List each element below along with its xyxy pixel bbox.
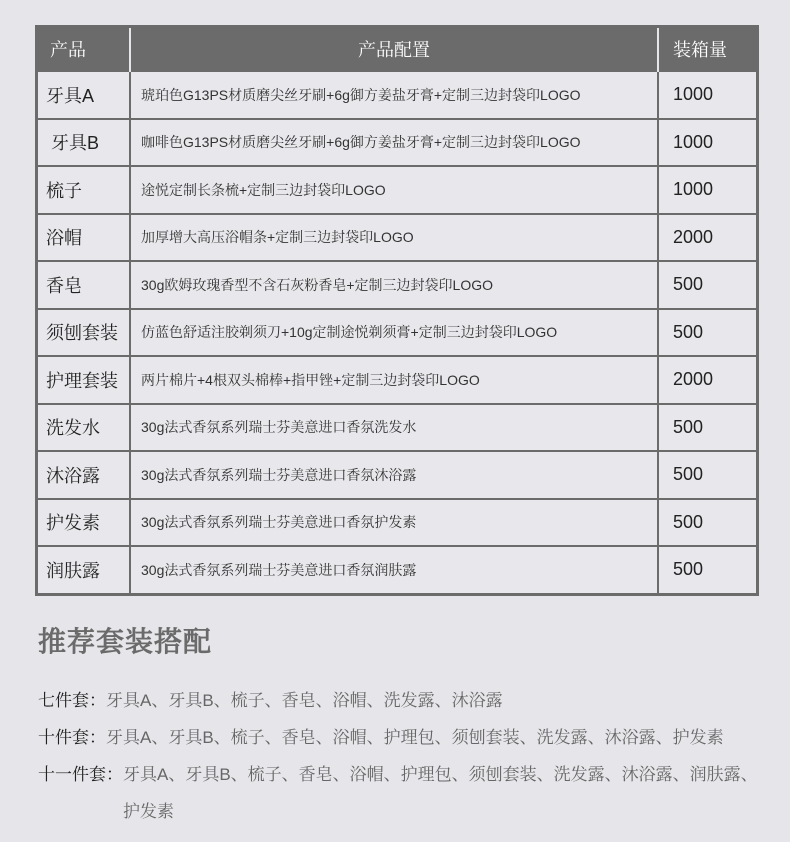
- set-label: 十一件套：: [38, 765, 123, 784]
- product-config: 琥珀色G13PS材质磨尖丝牙刷+6g御方姜盐牙膏+定制三边封袋印LOGO: [130, 71, 658, 119]
- product-qty: 1000: [658, 119, 758, 167]
- product-name: 护发素: [37, 499, 131, 547]
- product-name: 香皂: [37, 261, 131, 309]
- product-config: 两片棉片+4根双头棉棒+指甲锉+定制三边封袋印LOGO: [130, 356, 658, 404]
- product-qty: 500: [658, 546, 758, 594]
- product-qty: 500: [658, 499, 758, 547]
- recommend-title: 推荐套装搭配: [38, 626, 213, 657]
- product-name: 沐浴露: [37, 451, 131, 499]
- product-name: 须刨套装: [37, 309, 131, 357]
- table-row: [37, 166, 758, 214]
- product-config: 30g法式香氛系列瑞士芬美意进口香氛护发素: [130, 499, 658, 547]
- set-item: [38, 682, 768, 719]
- table-row: [37, 546, 758, 594]
- product-name: 润肤露: [37, 546, 131, 594]
- header-qty: 装箱量: [658, 27, 758, 72]
- recommend-sets: [38, 682, 768, 830]
- table-row: [37, 261, 758, 309]
- product-qty: 2000: [658, 356, 758, 404]
- product-qty: 500: [658, 261, 758, 309]
- product-config: 30g法式香氛系列瑞士芬美意进口香氛洗发水: [130, 404, 658, 452]
- table-row: [37, 451, 758, 499]
- set-items: 牙具A、牙具B、梳子、香皂、浴帽、护理包、须刨套装、洗发露、沐浴露、护发素: [106, 728, 724, 747]
- product-name: 护理套装: [37, 356, 131, 404]
- product-config: 仿蓝色舒适注胶剃须刀+10g定制途悦剃须膏+定制三边封袋印LOGO: [130, 309, 658, 357]
- set-label: 七件套：: [38, 691, 106, 710]
- product-name: 洗发水: [37, 404, 131, 452]
- product-qty: 500: [658, 309, 758, 357]
- product-config: 咖啡色G13PS材质磨尖丝牙刷+6g御方姜盐牙膏+定制三边封袋印LOGO: [130, 119, 658, 167]
- product-qty: 500: [658, 404, 758, 452]
- product-qty: 500: [658, 451, 758, 499]
- header-config: 产品配置: [130, 27, 658, 72]
- product-config: 加厚增大高压浴帽条+定制三边封袋印LOGO: [130, 214, 658, 262]
- set-item: [38, 756, 768, 830]
- set-item: [38, 719, 768, 756]
- product-config: 30g法式香氛系列瑞士芬美意进口香氛润肤露: [130, 546, 658, 594]
- table-row: [37, 214, 758, 262]
- header-product: 产品: [37, 27, 131, 72]
- table-row: [37, 499, 758, 547]
- table-row: [37, 309, 758, 357]
- set-items: 牙具A、牙具B、梳子、香皂、浴帽、护理包、须刨套装、洗发露、沐浴露、润肤露、护发素: [123, 765, 758, 821]
- table-row: [37, 119, 758, 167]
- table-row: [37, 404, 758, 452]
- set-label: 十件套：: [38, 728, 106, 747]
- product-name: 牙具B: [37, 119, 131, 167]
- table-row: [37, 356, 758, 404]
- product-qty: 1000: [658, 166, 758, 214]
- table-row: [37, 71, 758, 119]
- product-qty: 2000: [658, 214, 758, 262]
- product-name: 牙具A: [37, 71, 131, 119]
- product-name: 浴帽: [37, 214, 131, 262]
- product-config: 30g法式香氛系列瑞士芬美意进口香氛沐浴露: [130, 451, 658, 499]
- product-config: 30g欧姆玫瑰香型不含石灰粉香皂+定制三边封袋印LOGO: [130, 261, 658, 309]
- set-items: 牙具A、牙具B、梳子、香皂、浴帽、洗发露、沐浴露: [106, 691, 503, 710]
- product-qty: 1000: [658, 71, 758, 119]
- product-table: [35, 25, 759, 596]
- table-header-row: [37, 27, 758, 72]
- product-name: 梳子: [37, 166, 131, 214]
- product-config: 途悦定制长条梳+定制三边封袋印LOGO: [130, 166, 658, 214]
